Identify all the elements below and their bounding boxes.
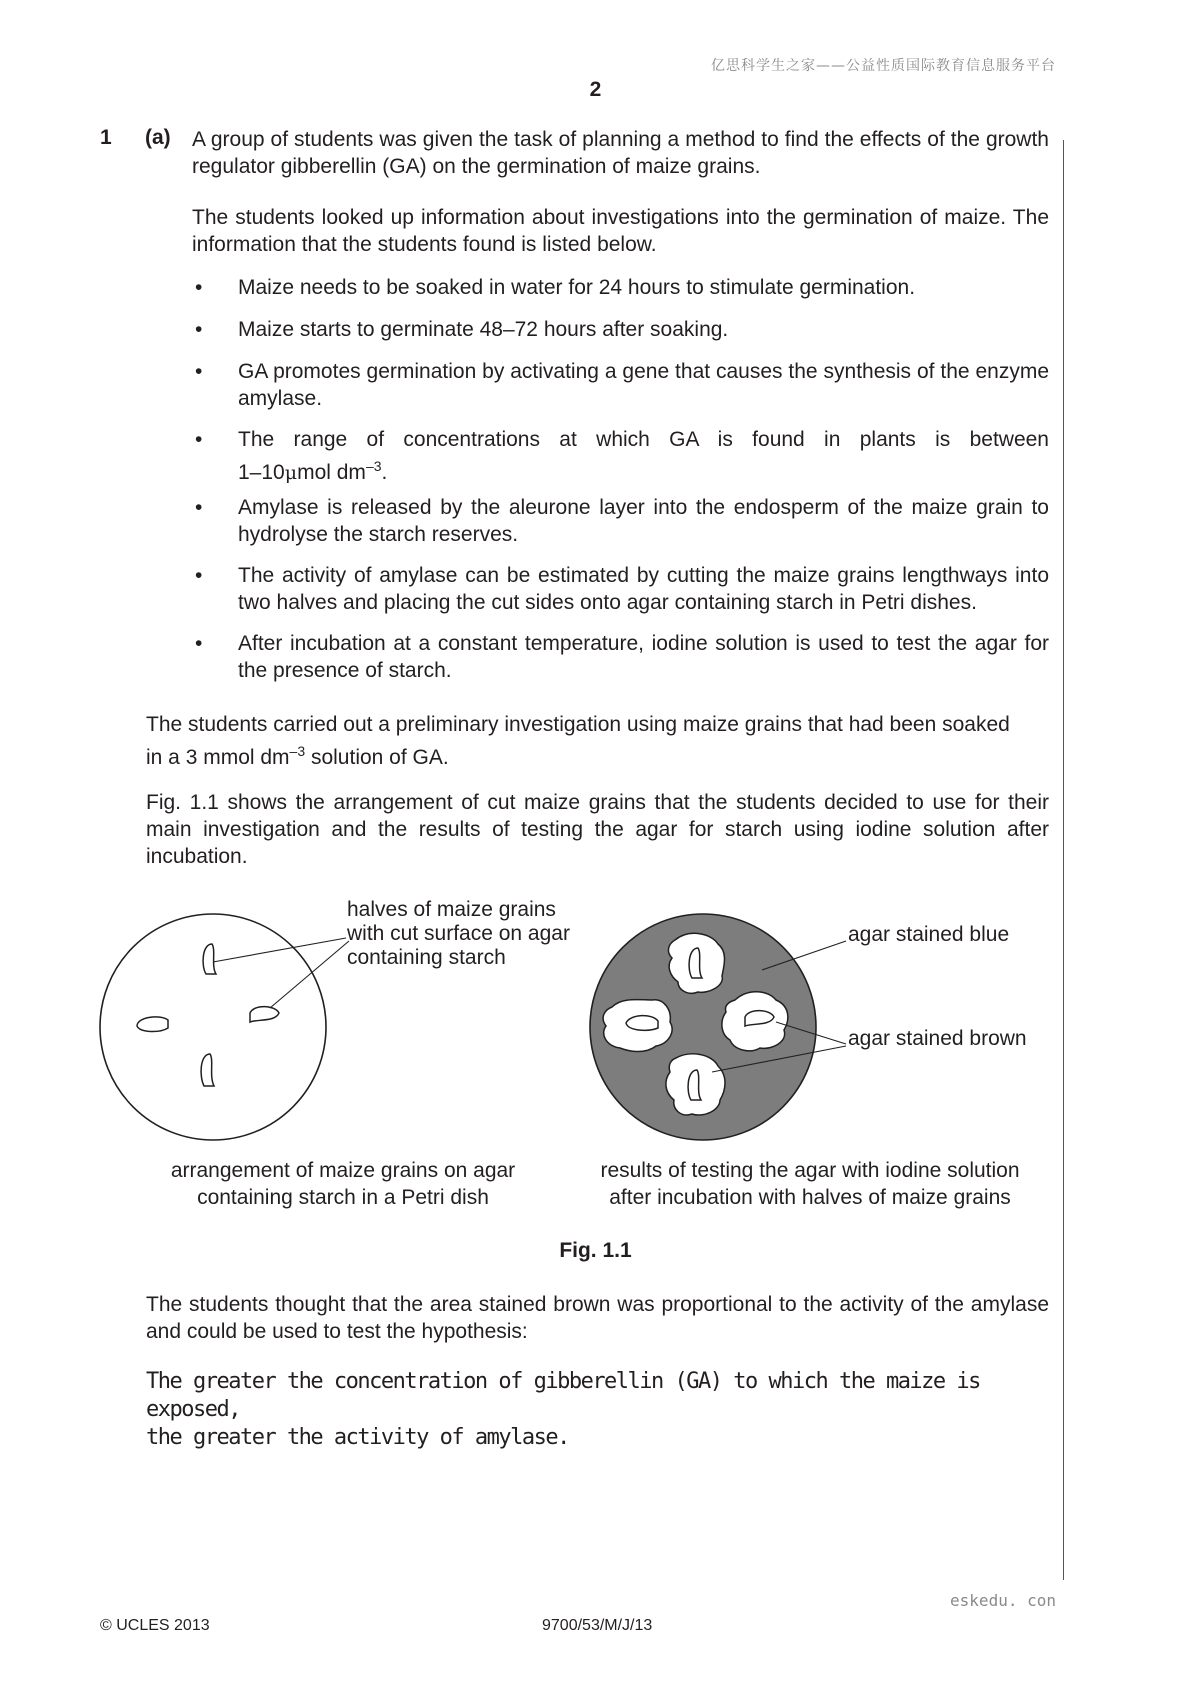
- fig-intro-paragraph: Fig. 1.1 shows the arrangement of cut maize grains that the students decided to use for their main investigation and the results of testing the agar for starch using iodine solution after incubation.: [146, 791, 1049, 868]
- bullet-item: After incubation at a constant temperature, iodine solution is used to test the agar for the presence of starch.: [238, 632, 1049, 682]
- label-halves-line: halves of maize grains: [347, 898, 556, 921]
- range-end: .: [381, 461, 388, 484]
- bullet-marker: •: [195, 564, 203, 587]
- caption-left: [143, 1157, 543, 1211]
- caption-right-line: results of testing the agar with iodine solution: [600, 1159, 1020, 1182]
- caption-left-line: arrangement of maize grains on agar: [170, 1159, 516, 1182]
- label-halves-of-maize: [347, 898, 570, 970]
- hypothesis-line: the greater the activity of amylase.: [146, 1425, 569, 1450]
- maize-half-top: [203, 944, 216, 974]
- bullet-item: The activity of amylase can be estimated by cutting the maize grains lengthways into two halves and placing the cut sides onto agar containing starch in Petri dishes.: [238, 564, 1049, 614]
- maize-half-bottom: [201, 1054, 214, 1086]
- figure-title: Fig. 1.1: [559, 1239, 632, 1262]
- caption-right-line: after incubation with halves of maize grains: [609, 1186, 1011, 1209]
- bullet-item: Maize needs to be soaked in water for 24 hours to stimulate germination.: [238, 276, 916, 299]
- caption-right: [580, 1157, 1040, 1211]
- caption-left-line: containing starch in a Petri dish: [197, 1186, 489, 1209]
- range-value: 1–10: [238, 461, 285, 484]
- label-agar-brown: agar stained brown: [848, 1027, 1027, 1050]
- label-agar-blue: agar stained blue: [848, 923, 1010, 946]
- bullet-item: Maize starts to germinate 48–72 hours after soaking.: [238, 318, 729, 341]
- preliminary-line1: The students carried out a preliminary investigation using maize grains that had been soaked: [146, 713, 1010, 736]
- hypothesis-statement: [146, 1368, 1046, 1452]
- after-figure-paragraph: The students thought that the area stained brown was proportional to the activity of the amylase and could be used to test the hypothesis:: [146, 1293, 1049, 1343]
- maize-half-bottom-tested: [688, 1070, 701, 1100]
- intro-paragraph: A group of students was given the task of planning a method to find the effects of the growth regulator gibberellin (GA) on the germination of maize grains.: [192, 128, 1049, 178]
- unit-text: mol dm: [297, 461, 366, 484]
- micro-symbol: μ: [284, 462, 298, 484]
- maize-half-left-tested: [626, 1016, 658, 1031]
- label-halves-line: containing starch: [347, 946, 506, 969]
- hypothesis-line: The greater the concentration of gibberellin (GA) to which the maize is exposed,: [146, 1369, 980, 1422]
- bullet-marker: •: [195, 428, 203, 451]
- watermark-header: 亿思科学生之家——公益性质国际教育信息服务平台: [711, 58, 1056, 74]
- bullet-marker: •: [195, 360, 203, 383]
- bullet-marker: •: [195, 318, 203, 341]
- watermark-footer: eskedu. con: [950, 1591, 1056, 1610]
- maize-half-left: [137, 1017, 168, 1032]
- bullet-item: GA promotes germination by activating a gene that causes the synthesis of the enzyme amylase.: [238, 360, 1049, 410]
- bullet-marker: •: [195, 496, 203, 519]
- unit-exponent: –3: [365, 458, 382, 474]
- preliminary-concentration: in a 3 mmol dm: [146, 746, 290, 769]
- question-number: 1: [100, 126, 112, 149]
- info-intro-paragraph: The students looked up information about investigations into the germination of maize. The information that the students found is listed below.: [192, 206, 1049, 256]
- maize-half-top-tested: [689, 948, 702, 978]
- preliminary-exponent: –3: [289, 743, 306, 759]
- copyright: © UCLES 2013: [100, 1617, 210, 1634]
- bullet-item: The range of concentrations at which GA is found in plants is between: [238, 428, 1049, 451]
- bullet-item: Amylase is released by the aleurone layer into the endosperm of the maize grain to hydrolyse the starch reserves.: [238, 496, 1049, 546]
- bullet-marker: •: [195, 276, 203, 299]
- label-halves-line: with cut surface on agar: [347, 922, 570, 945]
- question-part: (a): [145, 126, 171, 149]
- preliminary-end: solution of GA.: [305, 746, 449, 769]
- page-number: 2: [589, 78, 602, 101]
- paper-code: 9700/53/M/J/13: [542, 1617, 653, 1634]
- bullet-marker: •: [195, 632, 203, 655]
